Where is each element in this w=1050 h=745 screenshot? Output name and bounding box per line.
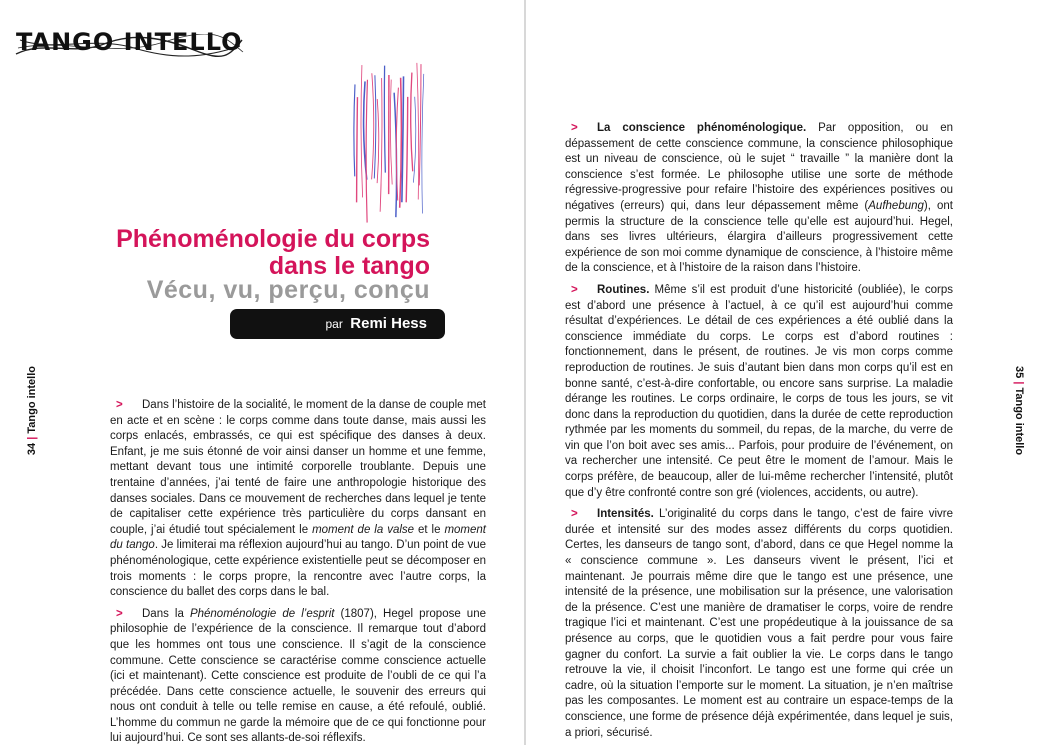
paragraph: > Dans l’histoire de la socialité, le moment de la danse de couple met en acte et en scène : le corps comme dans toute danse, mais aussi les corps enlacés, embrassés, ce qui est spécifique des danses à deux. Enfant, je me suis étonné de voir ainsi danser un homme et une femme, mettant devant tous une intimité corporelle troublante. Depuis une trentaine d’années, j’ai tenté de faire une anthropologie historique des danses sociales. Dans ce mouvement de recherches dans lequel je tente de capitaliser cette expérience très particulière du corps dansant en couple, j’ai étudié tout spécialement le moment de la valse et le moment du tango. Je limiterai ma réflexion aujourd’hui au tango. D’un point de vue phénoménologique, cette expérience existentielle peut se décomposer en trois moments : le corps propre, la rencontre avec l’autre corps, la conscience du ballet des corps dans le bal.	[110, 399, 486, 599]
folio-separator-left: |	[26, 433, 38, 440]
paragraph: > La conscience phénoménologique. Par opposition, ou en dépassement de cette conscience commune, la conscience philosophique est un niveau de conscience, où le sujet “ travaille ” la manière dont la conscience s’est formée. Le philosophe utilise une sorte de méthode régressive-progressive pour refaire l’histoire des expériences positives ou négatives (erreurs) qui, dans leur dépassement même (Aufhebung), ont permis la structure de la conscience telle qu’elle est aujourd’hui. Hegel, dans ses livres ultérieurs, élargira d’ailleurs progressivement cette expérience de son moi comme dynamique de conscience, à l’histoire même de la conscience, et à l’histoire de la raison dans l’histoire.	[565, 122, 953, 275]
page-folio-right	[1013, 366, 1025, 455]
decorative-stroke	[402, 76, 404, 202]
paragraph-lead: Routines.	[597, 283, 650, 296]
decorative-stroke	[361, 65, 363, 197]
running-head-right: Tango intello	[1013, 387, 1025, 456]
decorative-stroke	[366, 80, 367, 223]
paragraph-arrow-icon: >	[571, 283, 578, 296]
decorative-stroke	[390, 80, 392, 185]
paragraph-arrow-icon: >	[116, 607, 123, 620]
paragraph-lead: La conscience phénoménologique.	[597, 122, 807, 134]
paragraph-arrow-icon: >	[571, 122, 578, 134]
folio-separator-right: |	[1013, 381, 1025, 388]
paragraph-lead: Intensités.	[597, 508, 654, 521]
byline-par: par	[325, 317, 343, 331]
decorative-stroke	[374, 75, 376, 178]
author-byline	[230, 309, 445, 339]
decorative-stroke	[422, 74, 424, 214]
decorative-stroke	[396, 88, 398, 201]
page-number-left: 34	[26, 442, 38, 456]
section-rubric: TANGO INTELLO	[16, 28, 243, 56]
author-name: Remi Hess	[350, 315, 427, 332]
decorative-stroke	[417, 63, 419, 200]
decorative-stroke	[419, 64, 421, 185]
article-subtitle: Vécu, vu, perçu, conçu	[146, 276, 430, 304]
paragraph: > Routines. Même s’il est produit d’une historicité (oubliée), le corps est d’abord une présence à l’actuel, à ce qu’il est aujourd’hui comme résultat d’expériences. Le détail de ces expériences a été oublié dans la conscience immédiate du corps. Le corps est d’abord routines : fonctionnement, dans le présent, de routines. Je vis mon corps comme reproduction de routines. Je suis d’autant bien dans mon corps qu’il est en bonne santé, c’est-à-dire confortable, ou encore sans surprise. La maladie dérange les routines. Le corps ordinaire, le corps de tous les jours, se vit donc dans la reproduction du quotidien, dans la durée de cette reproduction rythmée par les moments du sommeil, du repas, de la marche, du verre de vin que l’on boit avec ses amis... Parfois, pour produire de l’événement, on va rechercher une intensité. Ce peut être le moment de l’amour. Mais le corps préfère, de beaucoup, aller de lui-même rechercher l’intensité, plutôt que d’y être confronté contre son gré (violences, accidents, ou autre).	[565, 283, 953, 499]
running-head-left: Tango intello	[26, 366, 38, 434]
title-line-1: Phénoménologie du corps	[116, 225, 430, 253]
title-line-2: dans le tango	[268, 252, 430, 280]
decorative-stroke	[411, 73, 413, 172]
page-number-right: 35	[1013, 366, 1025, 379]
paragraph-arrow-icon: >	[571, 508, 578, 521]
right-column	[565, 121, 953, 745]
decorative-stroke	[354, 84, 355, 176]
paragraph: > Dans la Phénoménologie de l’esprit (1807), Hegel propose une philosophie de l’expérience de la conscience. Il remarque tout d’abord que les hommes ont tous une conscience. Il s’agit de la conscience commune. Cette conscience se caractérise comme conscience actuelle (ici et maintenant). Cette conscience est produite de l’oubli de ce qui l’a précédée. Dans cette conscience actuelle, le souvenir des erreurs qui nous ont conduit à telle ou telle remise en cause, a été refoulé, oublié. L’homme du commun ne garde la mémoire que de ce qui fonctionne pour lui aujourd’hui. Ce sont ses allants-de-soi réflexifs.	[110, 607, 486, 745]
left-column	[110, 398, 486, 745]
decorative-stroke	[413, 97, 415, 183]
paragraph-arrow-icon: >	[116, 399, 123, 411]
article-title	[116, 226, 430, 280]
decorative-stroke-illustration	[350, 60, 430, 230]
decorative-stroke	[357, 97, 358, 202]
left-page	[0, 0, 524, 745]
decorative-stroke	[384, 66, 385, 173]
decorative-stroke	[400, 78, 402, 208]
right-page	[526, 0, 1050, 745]
decorative-stroke	[372, 73, 374, 179]
page-folio-left	[26, 366, 38, 455]
decorative-stroke	[377, 99, 379, 183]
decorative-stroke	[406, 97, 407, 202]
decorative-stroke	[380, 78, 382, 212]
paragraph: > Intensités. L’originalité du corps dans le tango, c’est de faire vivre durée et intensité sur des modes assez différents du corps quotidien. Certes, les danseurs de tango sont, d’abord, dans ce que Hegel nomme la « conscience commune ». Les danseurs vivent le présent, l’ici et maintenant. Je pourrais même dire que le tango est une présence, une intensité de la présence, une mobilisation sur la présence, une valorisation de la présence. C’est une manière de dramatiser le corps, voire de rendre tragique l’ici et maintenant. C’est une propédeutique à la jouissance de sa présence au corps, que le quotidien vous a fait perdre pour vous faire gagner du confort. La survie a fait oublier la vie. Le corps dans le tango retrouve la vie, il choisit l’inconfort. Le tango est une forme qui crée un cadre, où la situation l’emporte sur le moment. La situation, je n’en maîtrise pas les composantes. Le moment est au contraire un espace-temps de la conscience, une forme de présence déjà expérimentée, dans lequel je suis, a priori, sécurisé.	[565, 508, 953, 739]
